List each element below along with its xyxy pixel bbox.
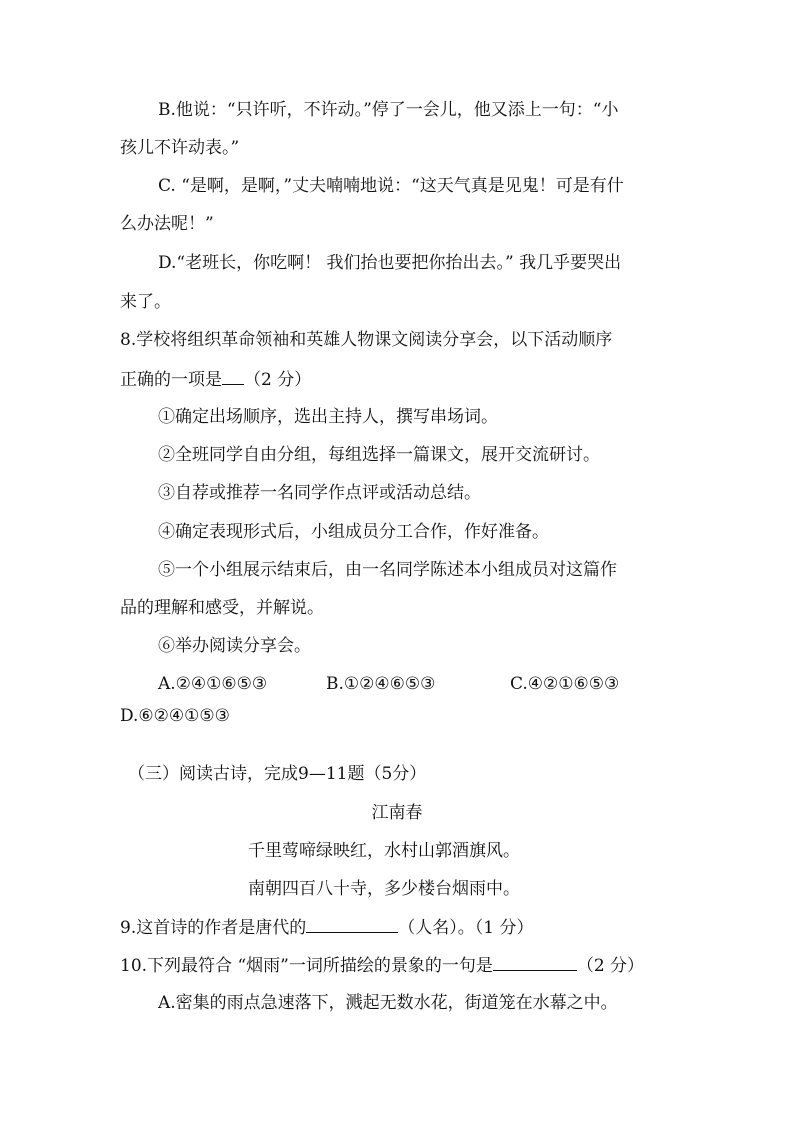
q8-item-3: ③自荐或推荐一名同学作点评或活动总结。 <box>158 483 481 503</box>
q8-item-5-cont: 品的理解和感受，并解说。 <box>120 598 324 618</box>
q7-option-b-line1: B.他说：“只许听，不许动。”停了一会儿，他又添上一句：“小 <box>158 100 619 120</box>
q8-item-5: ⑤一个小组展示结束后，由一名同学陈述本小组成员对这篇作 <box>158 560 617 580</box>
q10-answer-blank[interactable] <box>493 952 577 971</box>
q8-item-4: ④确定表现形式后，小组成员分工合作，作好准备。 <box>158 522 549 542</box>
q8-item-6: ⑥举办阅读分享会。 <box>158 636 311 656</box>
q8-option-c: C.④②①⑥⑤③ <box>510 674 620 694</box>
q8-option-a: A.②④①⑥⑤③ <box>158 674 268 694</box>
q8-stem-line2 <box>0 366 794 392</box>
q9-answer-blank[interactable] <box>306 914 398 933</box>
q8-options-row <box>0 672 794 696</box>
q10-stem: 10.下列最符合 “烟雨”一词所描绘的景象的一句是 <box>120 956 493 976</box>
poem-line-1: 千里莺啼绿映红，水村山郭酒旗风。 <box>248 841 520 861</box>
q10-option-a: A.密集的雨点急速落下，溅起无数水花，街道笼在水幕之中。 <box>158 993 618 1013</box>
q10-points: （2 分） <box>576 956 645 976</box>
q7-option-d-line2: 来了。 <box>120 292 171 312</box>
q8-item-1: ①确定出场顺序，选出主持人，撰写串场词。 <box>158 407 498 427</box>
q8-item-2: ②全班同学自由分组，每组选择一篇课文，展开交流研讨。 <box>158 445 600 465</box>
q8-stem-text: 正确的一项是 <box>120 370 222 390</box>
q8-option-d: D.⑥②④①⑤③ <box>120 706 230 726</box>
q9-line <box>0 914 794 940</box>
q7-option-b-line2: 孩儿不许动表。” <box>120 138 240 158</box>
poem-line-2: 南朝四百八十寺，多少楼台烟雨中。 <box>248 879 520 899</box>
q8-answer-blank[interactable] <box>222 366 244 385</box>
poem-title: 江南春 <box>371 803 423 823</box>
q7-option-c-line2: 么办法呢！” <box>120 214 214 234</box>
q8-stem-line1: 8.学校将组织革命领袖和英雄人物课文阅读分享会，以下活动顺序 <box>120 330 613 350</box>
q7-option-d-line1: D.“老班长，你吃啊！ 我们抬也要把你抬出去。” 我几乎要哭出 <box>158 253 622 273</box>
q10-line <box>0 952 794 978</box>
q8-option-b: B.①②④⑥⑤③ <box>326 674 436 694</box>
section-heading: （三）阅读古诗，完成9—11题（5分） <box>128 764 427 784</box>
q7-option-c-line1: C. “是啊，是啊，”丈夫喃喃地说：“这天气真是见鬼！可是有什 <box>158 176 624 196</box>
q9-tail: （人名）。（1 分） <box>398 918 534 938</box>
q9-stem: 9.这首诗的作者是唐代的 <box>120 918 307 938</box>
q8-points: （2 分） <box>244 370 312 390</box>
